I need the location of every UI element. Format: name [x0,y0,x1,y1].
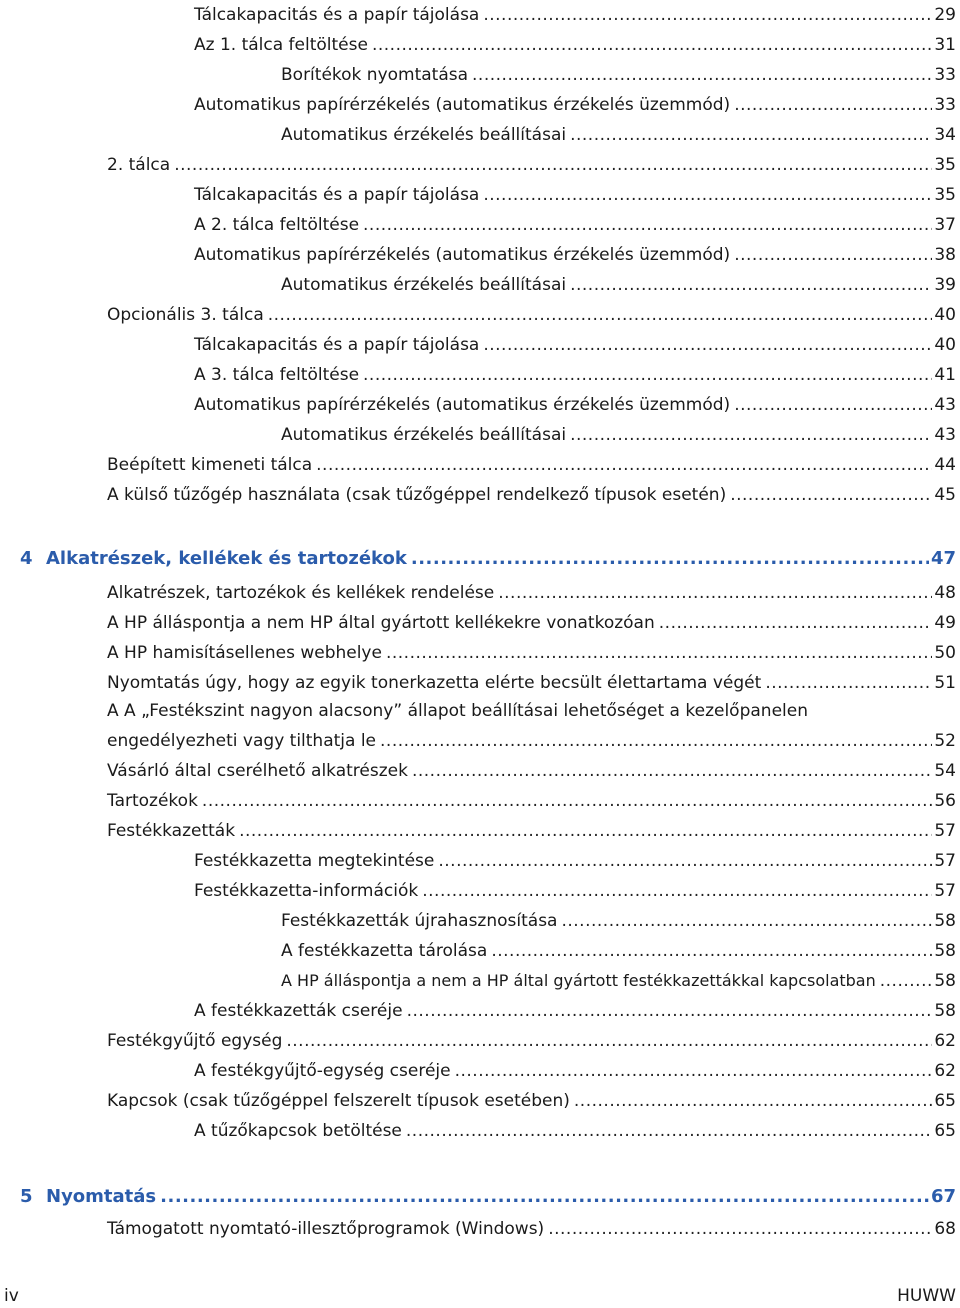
toc-entry-page: 35 [934,185,956,205]
toc-entry[interactable] [281,58,956,86]
toc-leader-dots [498,582,932,604]
toc-entry-title: Beépített kimeneti tálca [107,455,313,475]
toc-entry-title: Kapcsok (csak tűzőgéppel felszerelt típusok esetében) [107,1091,570,1111]
chapter-title: Nyomtatás [46,1186,157,1207]
toc-leader-dots [422,880,932,902]
toc-entry[interactable] [107,814,956,842]
chapter-number: 4 [20,548,33,569]
toc-entry[interactable] [107,606,956,634]
toc-entry[interactable] [107,724,956,752]
toc-entry-page: 41 [934,365,956,385]
toc-entry-page: 54 [934,761,956,781]
toc-entry[interactable] [194,994,956,1022]
toc-entry[interactable] [194,1054,956,1082]
toc-entry[interactable] [107,298,956,326]
toc-entry-title: A festékgyűjtő-egység cseréje [194,1061,451,1081]
chapter-number: 5 [20,1186,33,1207]
toc-entry-title: Tálcakapacitás és a papír tájolása [194,185,480,205]
toc-entry[interactable] [281,904,956,932]
toc-leader-dots [570,124,932,146]
toc-entry[interactable] [194,88,956,116]
toc-leader-dots [574,1090,932,1112]
toc-entry[interactable] [194,358,956,386]
toc-leader-dots [483,334,932,356]
toc-leader-dots [160,1186,929,1208]
toc-entry[interactable] [107,448,956,476]
toc-entry-title: Borítékok nyomtatása [281,65,469,85]
toc-entry-page: 34 [934,125,956,145]
toc-entry-page: 68 [934,1219,956,1239]
toc-entry[interactable] [107,666,956,694]
toc-entry-page: 43 [934,395,956,415]
toc-entry-page: 57 [934,851,956,871]
toc-entry-page: 40 [934,335,956,355]
toc-entry-title: A 3. tálca feltöltése [194,365,360,385]
toc-entry-title: Festékkazetta megtekintése [194,851,435,871]
toc-leader-dots [372,34,932,56]
toc-entry[interactable] [194,328,956,356]
toc-entry-title: A festékkazetták cseréje [194,1001,403,1021]
toc-leader-dots [380,730,932,752]
toc-entry[interactable] [107,636,956,664]
toc-leader-dots [491,940,932,962]
toc-entry-title: Az 1. tálca feltöltése [194,35,368,55]
toc-entry[interactable] [281,418,956,446]
toc-entry[interactable] [281,118,956,146]
toc-entry[interactable] [194,178,956,206]
toc-entry-title: Automatikus papírérzékelés (automatikus érzékelés üzemmód) [194,395,731,415]
toc-leader-dots [734,394,932,416]
toc-entry-title: Automatikus papírérzékelés (automatikus érzékelés üzemmód) [194,245,731,265]
toc-leader-dots [734,94,932,116]
toc-entry-page: 57 [934,881,956,901]
toc-leader-dots [734,244,932,266]
toc-entry-page: 38 [934,245,956,265]
toc-entry-title: Támogatott nyomtató-illesztőprogramok (Windows) [107,1219,545,1239]
toc-entry[interactable] [194,844,956,872]
toc-entry-title: A HP hamisításellenes webhelye [107,643,382,663]
toc-entry-title: Tartozékok [107,791,198,811]
toc-leader-dots [386,642,932,664]
toc-entry-page: 58 [934,941,956,961]
toc-leader-dots [438,850,932,872]
toc-entry-title-line1: A A „Festékszint nagyon alacsony” állapot beállításai lehetőséget a kezelőpanelen [107,701,808,721]
toc-entry-title: A HP álláspontja a nem a HP által gyártott festékkazettákkal kapcsolatban [281,971,876,990]
toc-entry-page: 50 [934,643,956,663]
toc-leader-dots [880,970,933,992]
toc-entry-title: A festékkazetta tárolása [281,941,488,961]
toc-entry[interactable] [194,0,956,26]
toc-entry-title: Opcionális 3. tálca [107,305,264,325]
toc-entry-title: 2. tálca [107,155,171,175]
toc-leader-dots [483,4,932,26]
toc-leader-dots [407,1000,933,1022]
toc-entry[interactable] [107,576,956,604]
toc-entry-title: A külső tűzőgép használata (csak tűzőgéppel rendelkező típusok esetén) [107,485,727,505]
toc-entry[interactable] [281,964,956,992]
toc-entry-page: 48 [934,583,956,603]
chapter-title: Alkatrészek, kellékek és tartozékok [46,548,407,569]
toc-entry-title: Festékkazetták újrahasznosítása [281,911,558,931]
footer-page-number: iv [4,1286,19,1306]
toc-leader-dots [239,820,932,842]
toc-entry-page: 51 [934,673,956,693]
toc-leader-dots [174,154,932,176]
toc-leader-dots [455,1060,933,1082]
toc-entry-title: Festékkazetta-információk [194,881,419,901]
toc-entry-title: Alkatrészek, tartozékok és kellékek rendelése [107,583,495,603]
toc-leader-dots [659,612,933,634]
toc-leader-dots [472,64,932,86]
toc-entry-page: 58 [934,911,956,931]
toc-entry[interactable] [194,388,956,416]
toc-leader-dots [561,910,932,932]
toc-leader-dots [412,760,932,782]
toc-entry-title: Nyomtatás úgy, hogy az egyik tonerkazetta elérte becsült élettartama végét [107,673,762,693]
toc-entry-page: 49 [934,613,956,633]
toc-entry-title: Tálcakapacitás és a papír tájolása [194,5,480,25]
toc-leader-dots [363,364,932,386]
toc-entry-page: 37 [934,215,956,235]
toc-entry-title: Automatikus érzékelés beállításai [281,125,567,145]
toc-leader-dots [570,274,932,296]
toc-entry-page: 65 [934,1091,956,1111]
toc-entry-title: Festékgyűjtő egység [107,1031,283,1051]
toc-entry-page: 40 [934,305,956,325]
toc-entry-title: Automatikus érzékelés beállításai [281,425,567,445]
toc-entry[interactable] [194,238,956,266]
footer-label: HUWW [897,1286,956,1306]
toc-entry[interactable] [194,874,956,902]
toc-entry[interactable] [107,1024,956,1052]
toc-entry-page: 33 [934,95,956,115]
toc-entry[interactable] [107,1212,956,1240]
toc-entry-page: 56 [934,791,956,811]
toc-entry[interactable] [194,1114,956,1142]
toc-entry-title: A 2. tálca feltöltése [194,215,360,235]
toc-entry-title: Tálcakapacitás és a papír tájolása [194,335,480,355]
toc-entry-title: Automatikus papírérzékelés (automatikus érzékelés üzemmód) [194,95,731,115]
toc-chapter-heading[interactable] [20,542,956,570]
toc-entry[interactable] [107,148,956,176]
toc-leader-dots [286,1030,932,1052]
toc-entry-page: 65 [934,1121,956,1141]
toc-entry-title: Festékkazetták [107,821,236,841]
toc-leader-dots [765,672,932,694]
toc-entry-title: Automatikus érzékelés beállításai [281,275,567,295]
toc-chapter-heading[interactable] [20,1180,956,1208]
toc-leader-dots [548,1218,932,1240]
toc-entry-page: 62 [934,1031,956,1051]
toc-entry-page: 29 [934,5,956,25]
toc-entry-page: 35 [934,155,956,175]
toc-entry-page: 33 [934,65,956,85]
toc-entry[interactable] [107,1084,956,1112]
toc-leader-dots [483,184,932,206]
toc-leader-dots [570,424,932,446]
toc-entry[interactable] [281,934,956,962]
toc-entry-page: 43 [934,425,956,445]
toc-entry-title: A tűzőkapcsok betöltése [194,1121,402,1141]
toc-entry-page: 67 [930,1186,956,1207]
toc-entry-page: 58 [934,971,956,991]
toc-entry-title: A HP álláspontja a nem HP által gyártott kellékekre vonatkozóan [107,613,655,633]
toc-entry-page: 31 [934,35,956,55]
toc-leader-dots [411,548,929,570]
toc-entry-page: 47 [930,548,956,569]
toc-leader-dots [316,454,932,476]
toc-leader-dots [363,214,932,236]
toc-entry[interactable] [194,28,956,56]
toc-leader-dots [730,484,932,506]
toc-leader-dots [202,790,932,812]
toc-leader-dots [406,1120,932,1142]
toc-entry-page: 45 [934,485,956,505]
toc-entry[interactable] [107,784,956,812]
toc-entry-page: 58 [934,1001,956,1021]
toc-entry-page: 57 [934,821,956,841]
toc-entry-page: 39 [934,275,956,295]
toc-entry-title: Vásárló által cserélhető alkatrészek [107,761,408,781]
toc-entry-page: 52 [934,731,956,751]
toc-entry[interactable] [107,754,956,782]
toc-leader-dots [268,304,933,326]
toc-entry-page: 44 [934,455,956,475]
toc-entry[interactable] [281,268,956,296]
toc-entry-page: 62 [934,1061,956,1081]
toc-entry-title: engedélyezheti vagy tilthatja le [107,731,377,751]
toc-entry[interactable] [194,208,956,236]
toc-entry[interactable] [107,478,956,506]
